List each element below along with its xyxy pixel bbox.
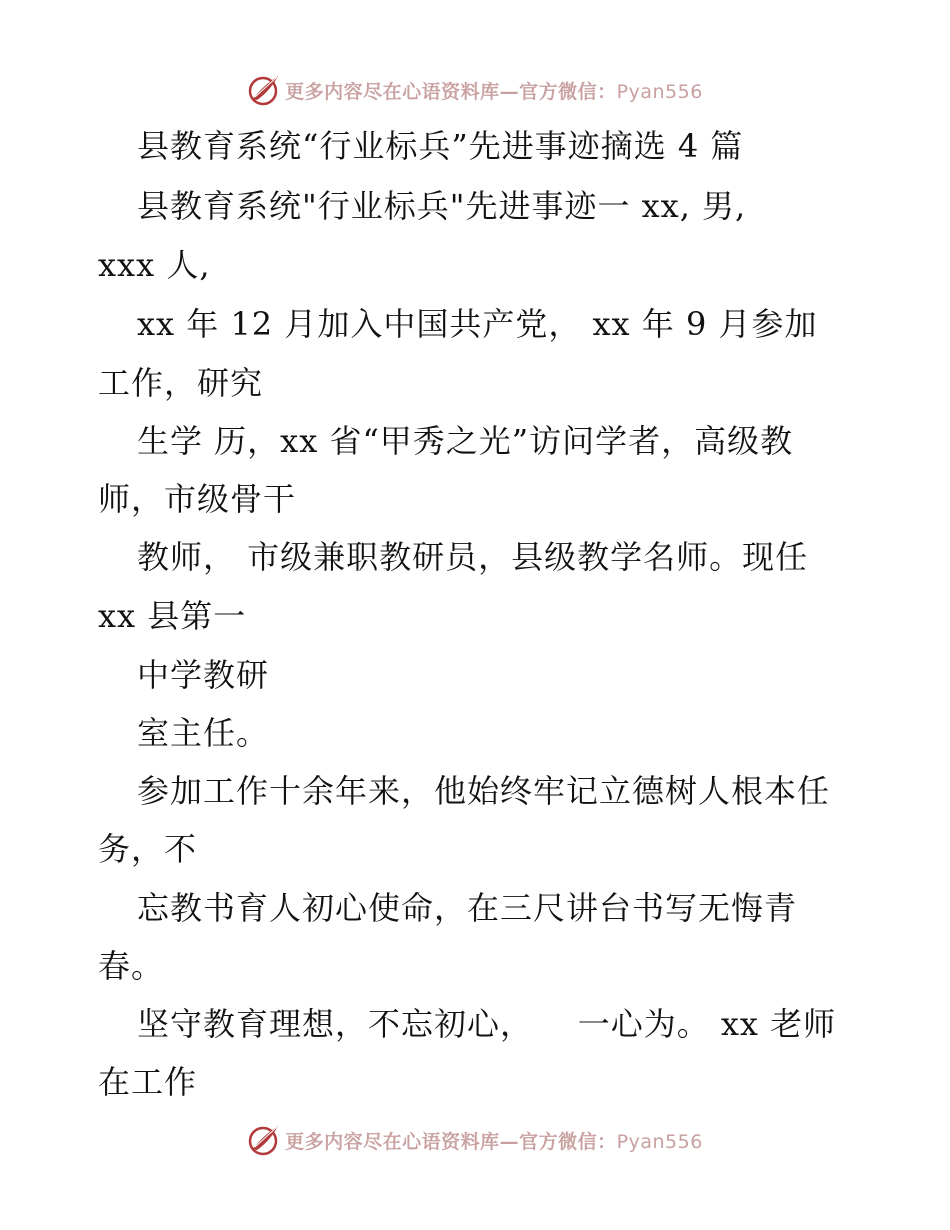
wechat-id: Pyan556 (616, 1130, 703, 1153)
quill-logo-icon (247, 73, 281, 107)
text-line: 师，市级骨干 (98, 480, 297, 518)
footer-banner (0, 1120, 950, 1160)
text-line: 参加工作十余年来，他始终牢记立德树人根本任 (137, 772, 831, 810)
wechat-id: Pyan556 (616, 80, 703, 103)
text-line: 务，不 (98, 830, 198, 868)
banner-text: 更多内容尽在心语资料库—官方微信：Pyan556 (285, 80, 703, 103)
text-line: 春。 (98, 947, 165, 985)
text-line: 在工作 (98, 1063, 198, 1101)
text-line: 坚守教育理想，不忘初心， 一心为。 xx 老师 (137, 1005, 837, 1043)
text-line: xx 县第一 (98, 597, 247, 635)
document-title: 县教育系统“行业标兵”先进事迹摘选 4 篇 (137, 127, 744, 165)
text-line: 忘教书育人初心使命，在三尺讲台书写无悔青 (137, 889, 798, 927)
text-line: 县教育系统"行业标兵"先进事迹一 xx, 男, (137, 187, 747, 225)
text-line: 中学教研 (137, 656, 270, 694)
text-line: 工作，研究 (98, 364, 264, 402)
text-line: 教师， 市级兼职教研员，县级教学名师。现任 (137, 538, 809, 576)
quill-logo-icon (247, 1123, 281, 1157)
header-banner (0, 70, 950, 110)
text-line: 室主任。 (137, 714, 270, 752)
text-line: xxx 人, (98, 246, 211, 284)
text-line: xx 年 12 月加入中国共产党， xx 年 9 月参加 (137, 305, 818, 343)
banner-text: 更多内容尽在心语资料库—官方微信：Pyan556 (285, 1130, 703, 1153)
text-line: 生学 历，xx 省“甲秀之光”访问学者，高级教 (137, 422, 794, 460)
